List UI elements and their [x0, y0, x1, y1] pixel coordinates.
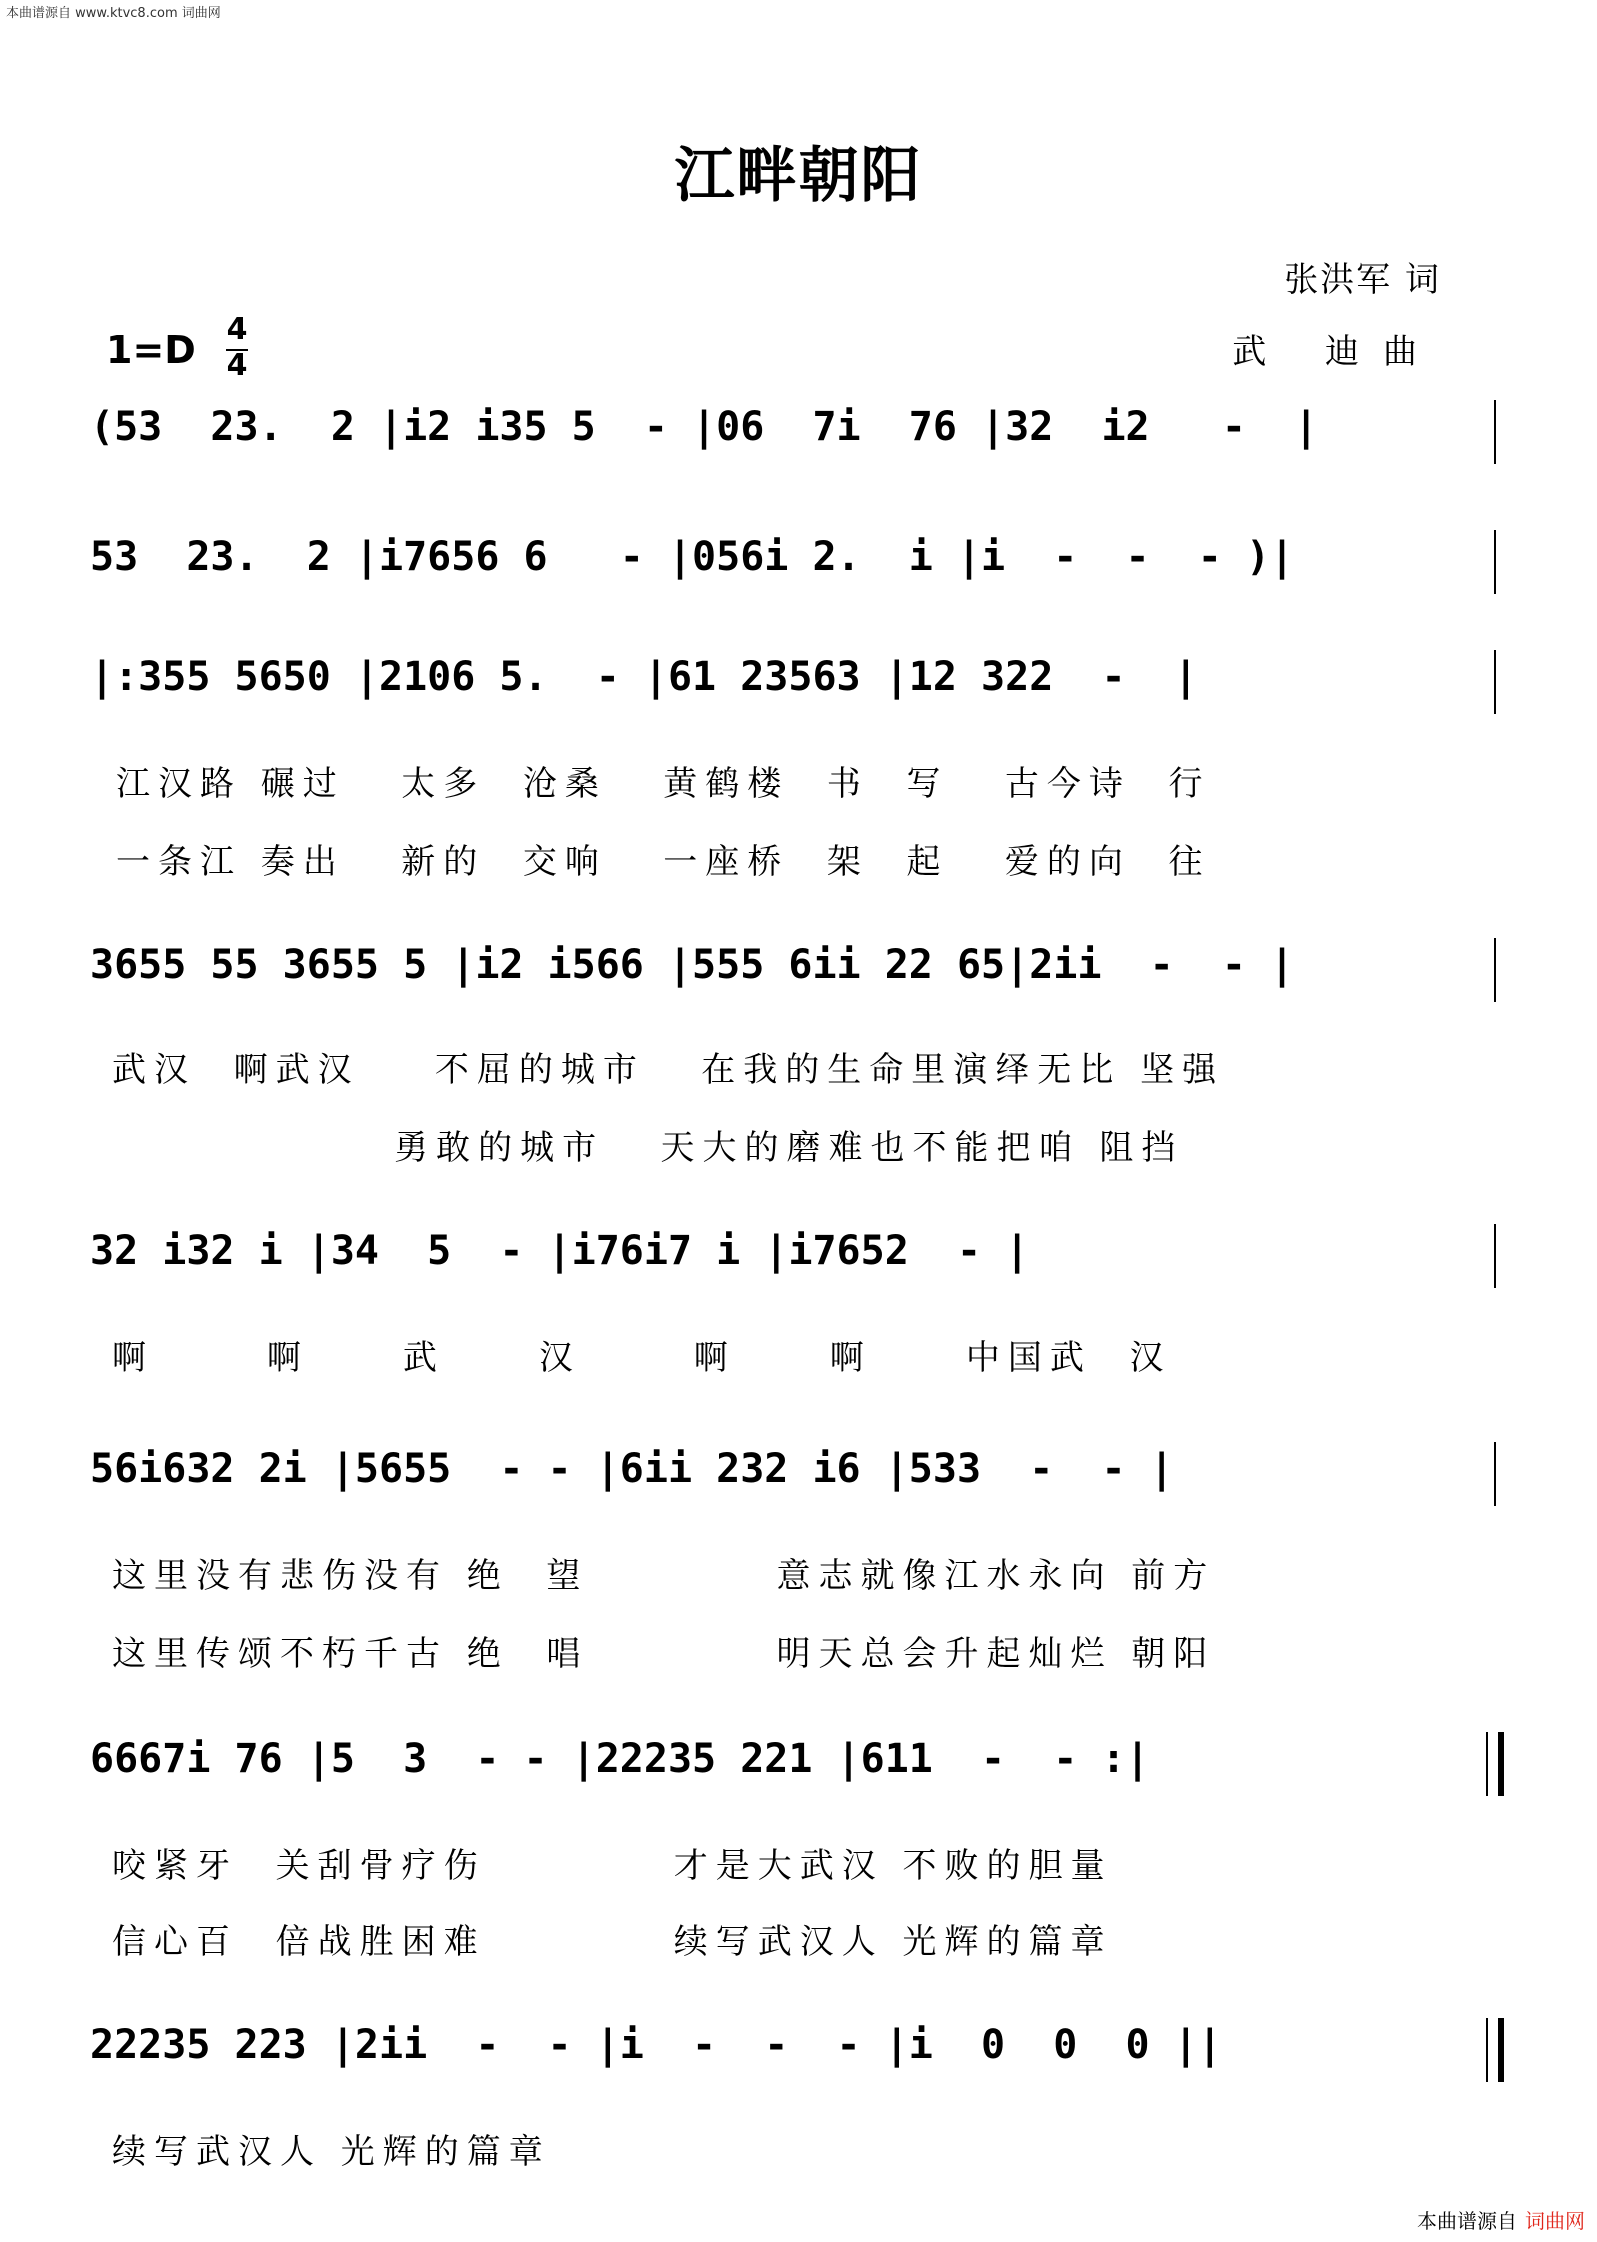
lyric-line-6b: 这里传颂不朽千古 绝 唱 明天总会升起灿烂 朝阳: [112, 1634, 1216, 1674]
score-line-5: 32 i32 i |34 5 - |i76i7 i |i7652 - |: [90, 1228, 1030, 1274]
score-line-6: 56i632 2i |5655 - - |6ii 232 i6 |533 - - |: [90, 1446, 1174, 1492]
time-bottom: 4: [226, 348, 248, 383]
page-title: 江畔朝阳: [674, 141, 923, 211]
key-label: 1=D: [106, 328, 196, 372]
barline: [1494, 650, 1496, 714]
score-line-3: |:355 5650 |2106 5. - |61 23563 |12 322 - |: [90, 654, 1198, 700]
repeat-end-barline: [1486, 1732, 1504, 1796]
composer-credit: 武 迪曲: [1232, 332, 1441, 372]
lyric-line-3b: 一条江 奏出 新的 交响 一座桥 架 起 爱的向 往: [116, 842, 1211, 882]
footer-source: [1417, 2205, 1585, 2234]
lyric-line-5a: 啊 啊 武 汉 啊 啊 中国武 汉: [112, 1338, 1172, 1378]
lyric-line-7a: 咬紧牙 关刮骨疗伤 才是大武汉 不败的胆量: [112, 1846, 1113, 1886]
lyric-line-4b: 勇敢的城市 天大的磨难也不能把咱 阻挡: [112, 1128, 1184, 1168]
key-signature: [106, 312, 248, 383]
lyricist-credit: 张洪军 词: [1284, 260, 1441, 300]
footer-site-link[interactable]: 词曲网: [1525, 2209, 1585, 2233]
score-line-4: 3655 55 3655 5 |i2 i566 |555 6ii 22 65|2ii - - |: [90, 942, 1295, 988]
header-source-text: 本曲谱源自 www.ktvc8.com 词曲网: [6, 6, 221, 21]
lyric-line-6a: 这里没有悲伤没有 绝 望 意志就像江水永向 前方: [112, 1556, 1216, 1596]
lyric-line-4a: 武汉 啊武汉 不屈的城市 在我的生命里演绎无比 坚强: [112, 1050, 1225, 1090]
final-barline: [1486, 2018, 1504, 2082]
score-line-2: 53 23. 2 |i7656 6 - |056i 2. i |i - - - )|: [90, 534, 1295, 580]
time-signature: [226, 312, 248, 384]
barline: [1494, 938, 1496, 1002]
barline: [1494, 530, 1496, 594]
score-line-8: 22235 223 |2ii - - |i - - - |i 0 0 0 ||: [90, 2022, 1222, 2068]
score-line-1: (53 23. 2 |i2 i35 5 - |06 7i 76 |32 i2 - |: [90, 404, 1319, 450]
barline: [1494, 1442, 1496, 1506]
footer-source-text: 本曲谱源自: [1417, 2209, 1517, 2233]
lyric-line-8a: 续写武汉人 光辉的篇章: [112, 2132, 551, 2172]
time-top: 4: [226, 312, 248, 347]
barline: [1494, 400, 1496, 464]
lyric-line-7b: 信心百 倍战胜困难 续写武汉人 光辉的篇章: [112, 1922, 1113, 1962]
barline: [1494, 1224, 1496, 1288]
lyric-line-3a: 江汉路 碾过 太多 沧桑 黄鹤楼 书 写 古今诗 行: [116, 764, 1211, 804]
score-line-7: 6667i 76 |5 3 - - |22235 221 |611 - - :|: [90, 1736, 1150, 1782]
